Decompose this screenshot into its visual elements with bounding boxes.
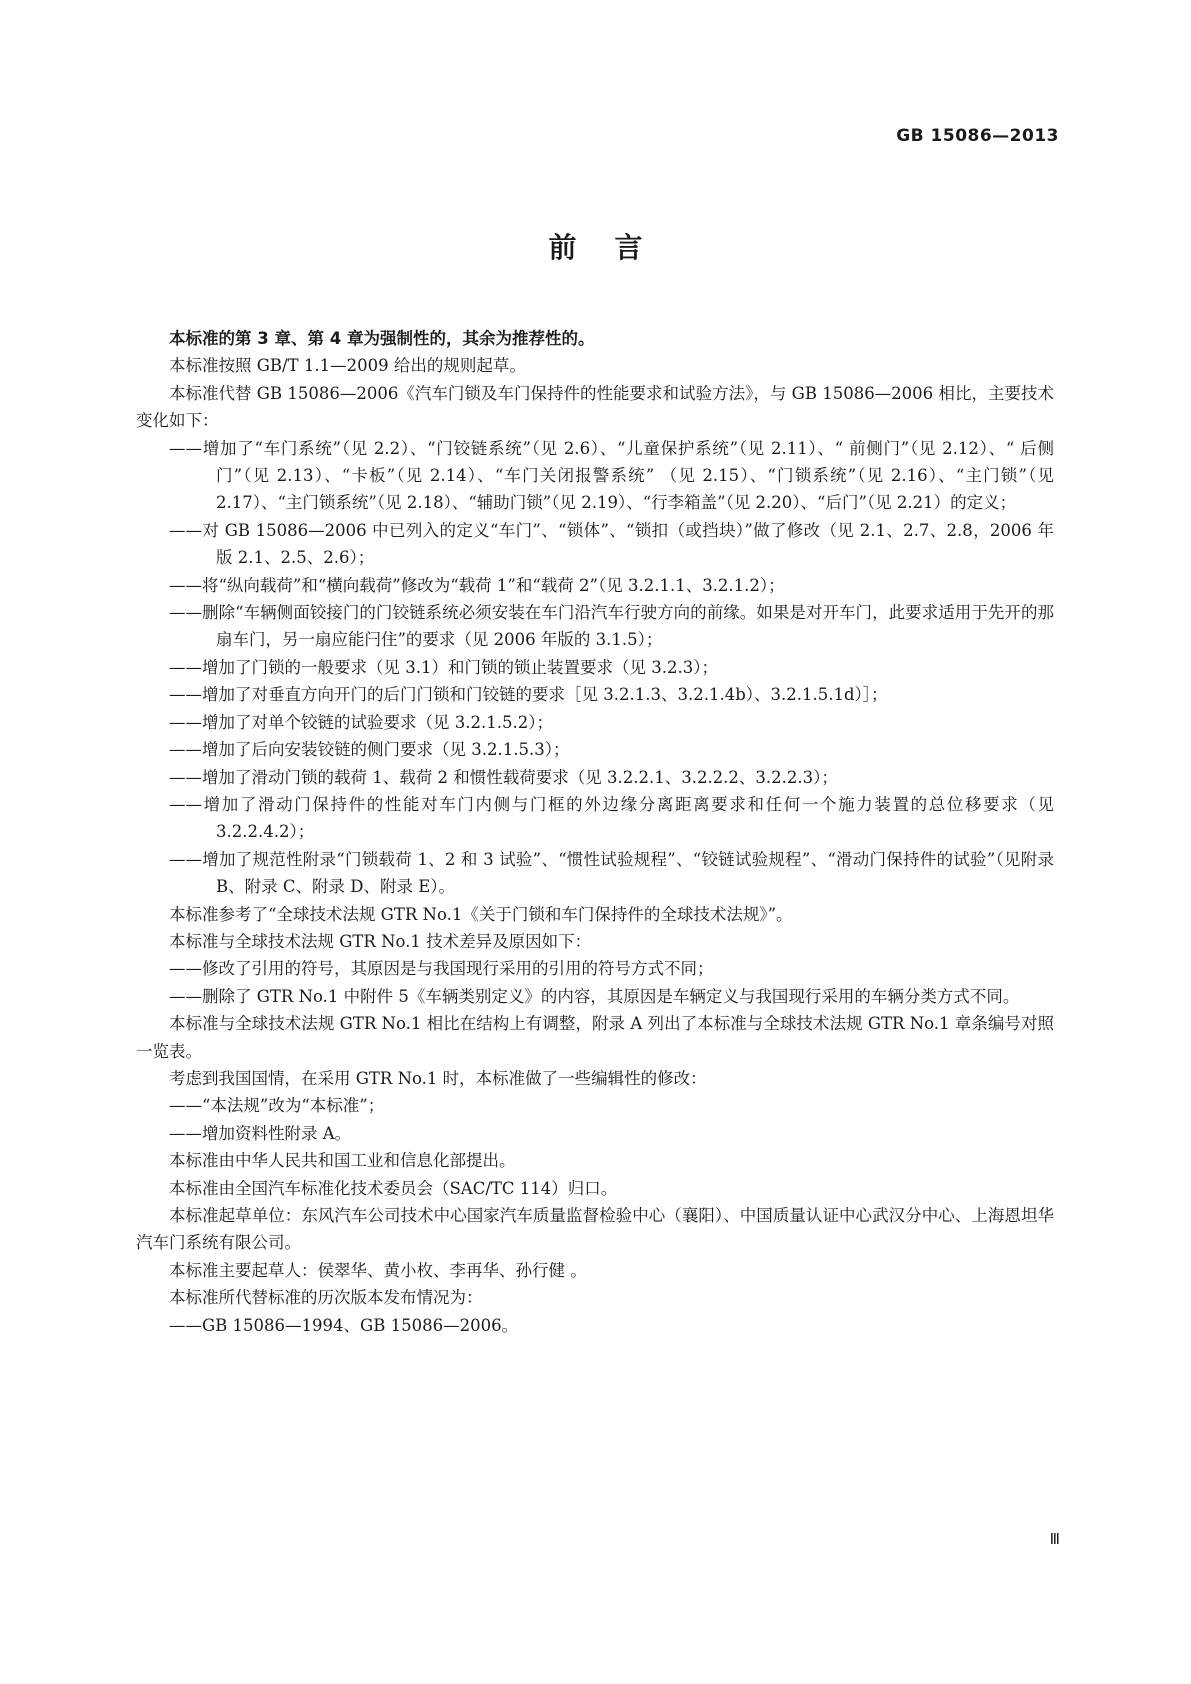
difference-item: ——修改了引用的符号，其原因是与我国现行采用的引用的符号方式不同；: [169, 959, 714, 979]
standard-number: GB 15086—2013: [896, 126, 1059, 146]
change-item: ——增加了规范性附录“门锁载荷 1、2 和 3 试验”、“惯性试验规程”、“铰链试验规程”、“滑动门保持件的试验”（见附录 B、附录 C、附录 D、附录 E）。: [169, 849, 1054, 897]
document-body: [136, 325, 1054, 1339]
paragraph-proposer: 本标准由中华人民共和国工业和信息化部提出。: [169, 1151, 516, 1171]
paragraph-editorial: 考虑到我国国情，在采用 GTR No.1 时，本标准做了一些编辑性的修改：: [169, 1068, 707, 1088]
history-item: ——GB 15086—1994、GB 15086—2006。: [169, 1315, 519, 1335]
page-number: Ⅲ: [1049, 1530, 1060, 1548]
change-item: ——增加了滑动门锁的载荷 1、载荷 2 和惯性载荷要求（见 3.2.2.1、3.2.2.2、3.2.2.3）；: [169, 767, 838, 787]
change-item: ——增加了对垂直方向开门的后门门锁和门铰链的要求［见 3.2.1.3、3.2.1.4b）、3.2.1.5.1d）］；: [169, 685, 888, 705]
paragraph-drafters: 本标准主要起草人：侯翠华、黄小枚、李再华、孙行健 。: [169, 1260, 587, 1280]
difference-item: ——删除了 GTR No.1 中附件 5《车辆类别定义》的内容，其原因是车辆定义与我国现行采用的车辆分类方式不同。: [169, 986, 1020, 1006]
change-item: ——删除“车辆侧面铰接门的门铰链系统必须安装在车门沿汽车行驶方向的前缘。如果是对开车门，此要求适用于先开的那扇车门，另一扇应能闩住”的要求（见 2006 年版的 3.1.5）；: [169, 603, 1054, 650]
change-item: ——增加了“车门系统”（见 2.2）、“门铰链系统”（见 2.6）、“儿童保护系统”（见 2.11）、“ 前侧门”（见 2.12）、“ 后侧门”（见 2.13）、“卡板”（见 2.14）、“车门关闭报警系统” （见 2.15）、“门锁系统”（见 2.16）、“主门锁”（见 2.17）、“主门锁系统”（见 2.18）、“辅助门锁”（见 2.19）、“行李箱盖”（见 2.20）、“后门”（见 2.21）的定义；: [169, 438, 1054, 513]
paragraph-reference: 本标准参考了“全球技术法规 GTR No.1《关于门锁和车门保持件的全球技术法规》”。: [169, 904, 793, 924]
change-item: ——增加了对单个铰链的试验要求（见 3.2.1.5.2）；: [169, 712, 553, 732]
change-item: ——增加了滑动门保持件的性能对车门内侧与门框的外边缘分离距离要求和任何一个施力装置的总位移要求（见 3.2.2.4.2）；: [169, 794, 1054, 842]
paragraph-structure: 本标准与全球技术法规 GTR No.1 相比在结构上有调整，附录 A 列出了本标准与全球技术法规 GTR No.1 章条编号对照一览表。: [136, 1014, 1054, 1061]
paragraph-differences: 本标准与全球技术法规 GTR No.1 技术差异及原因如下：: [169, 931, 592, 951]
paragraph-drafting-units: 本标准起草单位：东风汽车公司技术中心国家汽车质量监督检验中心（襄阳）、中国质量认证中心武汉分中心、上海恩坦华汽车门系统有限公司。: [136, 1206, 1054, 1253]
paragraph-committee: 本标准由全国汽车标准化技术委员会（SAC/TC 114）归口。: [169, 1178, 618, 1198]
editorial-item: ——“本法规”改为“本标准”；: [169, 1096, 385, 1116]
paragraph-history: 本标准所代替标准的历次版本发布情况为：: [169, 1288, 483, 1308]
change-item: ——对 GB 15086—2006 中已列入的定义“车门”、“锁体”、“锁扣（或挡块）”做了修改（见 2.1、2.7、2.8，2006 年版 2.1、2.5、2.6）；: [169, 520, 1054, 568]
change-item: ——增加了门锁的一般要求（见 3.1）和门锁的锁止装置要求（见 3.2.3）；: [169, 657, 718, 677]
change-item: ——将“纵向载荷”和“横向载荷”修改为“载荷 1”和“载荷 2”（见 3.2.1.1、3.2.1.2）；: [169, 575, 785, 595]
change-item: ——增加了后向安装铰链的侧门要求（见 3.2.1.5.3）；: [169, 740, 570, 760]
page-title: 前言: [548, 231, 681, 264]
paragraph-mandatory-clause: 本标准的第 3 章、第 4 章为强制性的，其余为推荐性的。: [169, 329, 595, 348]
editorial-item: ——增加资料性附录 A。: [169, 1123, 352, 1143]
paragraph-drafting-rules: 本标准按照 GB/T 1.1—2009 给出的规则起草。: [169, 356, 526, 376]
paragraph-replacement: 本标准代替 GB 15086—2006《汽车门锁及车门保持件的性能要求和试验方法》，与 GB 15086—2006 相比，主要技术变化如下：: [136, 383, 1054, 431]
